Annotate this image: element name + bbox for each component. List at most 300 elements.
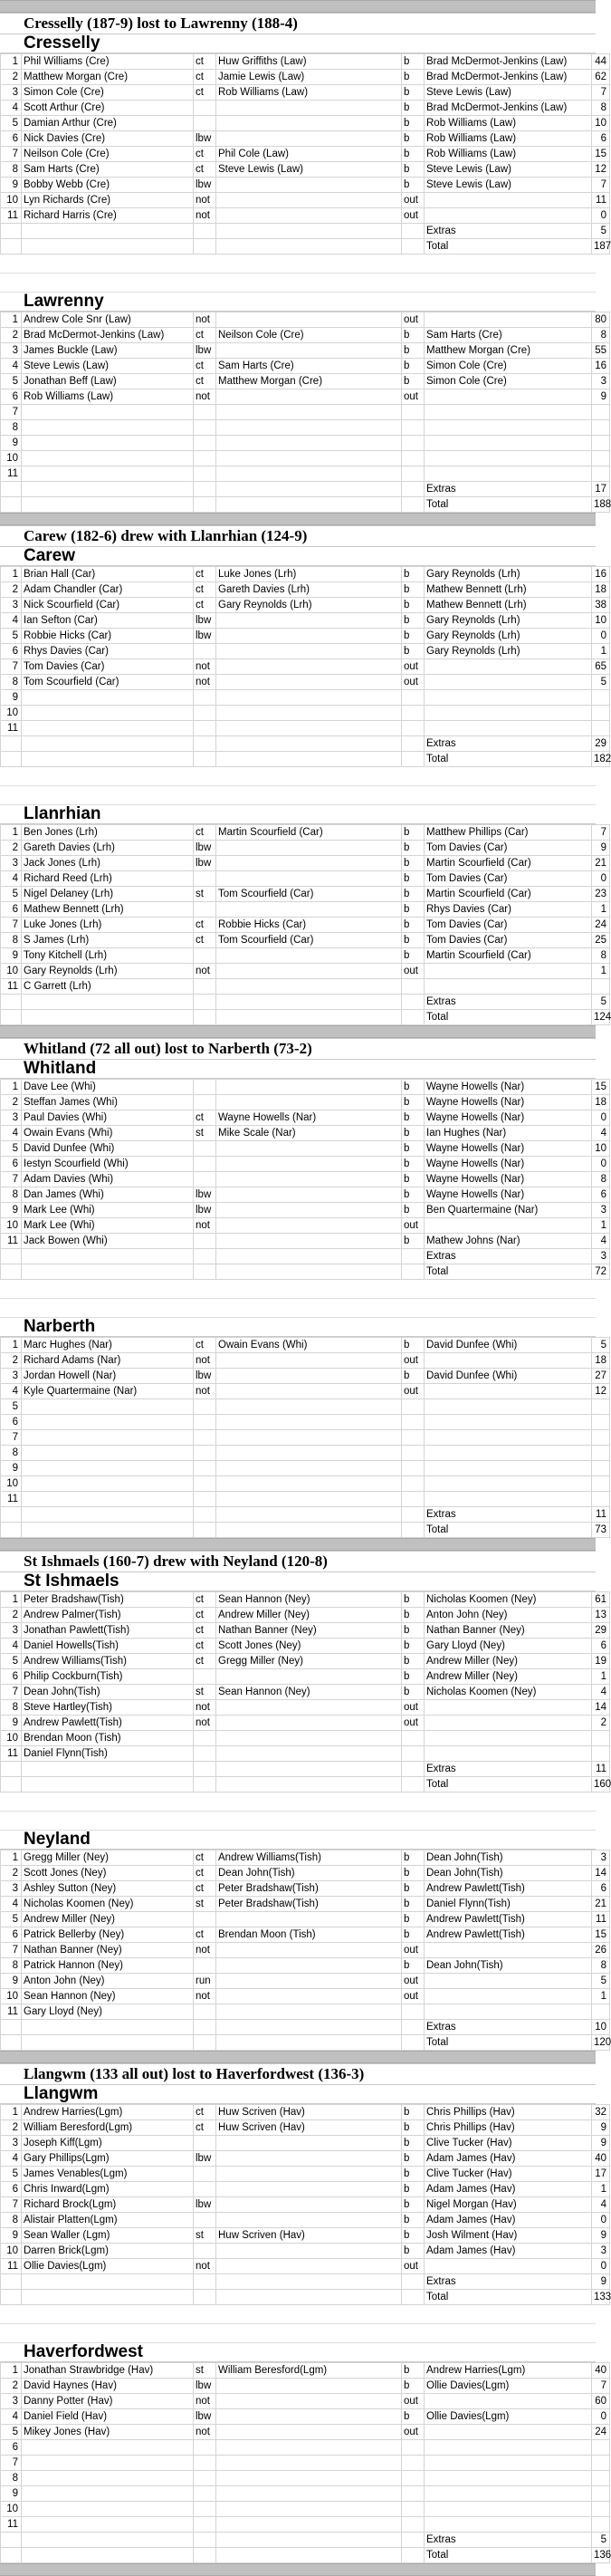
batsman-name: Jack Jones (Lrh) [22,856,194,871]
batsman-number: 2 [1,2120,22,2136]
empty-cell [194,497,216,513]
total-label: Total [425,2035,592,2051]
bowler-name [425,1399,592,1415]
bowled-marker: out [402,964,425,979]
batsman-number: 2 [1,2379,22,2394]
dismissal-type: not [194,1384,216,1399]
empty-cell [402,1010,425,1025]
blank-row [0,255,596,274]
batsman-number: 1 [1,1592,22,1608]
empty-cell [402,482,425,497]
batsman-name [22,436,194,451]
bowler-name: David Dunfee (Whi) [425,1369,592,1384]
dismissal-type [194,644,216,659]
extras-label: Extras [425,995,592,1010]
bowler-name [425,2486,592,2502]
runs-scored: 8 [592,101,610,116]
total-value: 188 [592,497,610,513]
fielder-name: Matthew Morgan (Cre) [216,374,402,389]
bowled-marker: b [402,644,425,659]
blank-row [0,767,596,786]
table-row [1,1110,610,1126]
bowler-name: Wayne Howells (Nar) [425,1157,592,1172]
table-row [1,902,610,918]
empty-cell [1,2274,22,2290]
bowler-name: Clive Tucker (Hav) [425,2136,592,2151]
extras-value: 5 [592,995,610,1010]
dismissal-type: st [194,1126,216,1141]
bowled-marker: b [402,2244,425,2259]
empty-cell [402,239,425,255]
dismissal-type: ct [194,1654,216,1669]
dismissal-type: ct [194,70,216,85]
bowler-name [425,1492,592,1507]
dismissal-type: ct [194,85,216,101]
empty-cell [402,1762,425,1777]
runs-scored: 4 [592,1126,610,1141]
batsman-name: Ben Jones (Lrh) [22,825,194,841]
batsman-number: 11 [1,1746,22,1762]
bowler-name: Rob Williams (Law) [425,131,592,147]
bowled-marker [402,2502,425,2517]
runs-scored [592,706,610,721]
batsman-number: 4 [1,1639,22,1654]
runs-scored: 44 [592,54,610,70]
bowler-name [425,979,592,995]
bowler-name: Rob Williams (Law) [425,147,592,162]
bowler-name: Brad McDermot-Jenkins (Law) [425,101,592,116]
bowled-marker: b [402,1623,425,1639]
batsman-number: 5 [1,1654,22,1669]
bowler-name [425,1384,592,1399]
runs-scored [592,436,610,451]
fielder-name [216,902,402,918]
section-separator [0,1538,596,1551]
table-row [1,598,610,613]
batsman-name [22,1492,194,1507]
fielder-name [216,964,402,979]
fielder-name: Tom Scourfield (Car) [216,887,402,902]
batsman-number: 10 [1,193,22,208]
empty-cell [216,2274,402,2290]
batsman-name: Alistair Platten(Lgm) [22,2213,194,2228]
batsman-number: 11 [1,2259,22,2274]
extras-row [1,995,610,1010]
batsman-number: 7 [1,918,22,933]
fielder-name [216,2456,402,2471]
dismissal-type: not [194,964,216,979]
bowled-marker: b [402,1927,425,1943]
bowled-marker [402,979,425,995]
extras-label: Extras [425,482,592,497]
batsman-number: 8 [1,162,22,178]
empty-cell [194,2533,216,2548]
runs-scored: 9 [592,841,610,856]
bowler-name [425,1989,592,2004]
dismissal-type: not [194,1353,216,1369]
fielder-name [216,2471,402,2486]
batsman-number: 1 [1,825,22,841]
bowler-name: Chris Phillips (Hav) [425,2120,592,2136]
empty-cell [402,2274,425,2290]
team-name: Narberth [0,1318,596,1337]
bowler-name [425,1218,592,1234]
table-row [1,374,610,389]
bowler-name [425,405,592,420]
bowler-name: Gary Reynolds (Lrh) [425,644,592,659]
dismissal-type [194,1669,216,1685]
match-title: Carew (182-6) drew with Llanrhian (124-9) [0,525,596,547]
dismissal-type [194,1157,216,1172]
empty-cell [216,736,402,752]
dismissal-type: ct [194,1592,216,1608]
bowled-marker: b [402,178,425,193]
table-row [1,208,610,224]
batsman-name: Darren Brick(Lgm) [22,2244,194,2259]
bowled-marker: out [402,389,425,405]
batsman-number: 3 [1,1369,22,1384]
batsman-name: Tony Kitchell (Lrh) [22,948,194,964]
dismissal-type: ct [194,374,216,389]
bowler-name: Martin Scourfield (Car) [425,856,592,871]
fielder-name: Peter Bradshaw(Tish) [216,1897,402,1912]
batsman-name: Tom Davies (Car) [22,659,194,675]
batsman-name [22,1399,194,1415]
runs-scored: 32 [592,2105,610,2120]
runs-scored: 18 [592,1095,610,1110]
dismissal-type: st [194,1685,216,1700]
dismissal-type: ct [194,567,216,582]
batsman-name: Nick Davies (Cre) [22,131,194,147]
fielder-name: Martin Scourfield (Car) [216,825,402,841]
total-label: Total [425,1777,592,1793]
bowler-name [425,706,592,721]
dismissal-type: ct [194,54,216,70]
bowler-name [425,2456,592,2471]
empty-cell [216,1010,402,1025]
batsman-number: 6 [1,389,22,405]
runs-scored: 4 [592,2197,610,2213]
bowler-name: Sam Harts (Cre) [425,328,592,343]
batsman-name [22,1461,194,1476]
dismissal-type: ct [194,2105,216,2120]
table-row [1,1958,610,1974]
table-row [1,147,610,162]
empty-cell [402,2533,425,2548]
batsman-name: Rhys Davies (Car) [22,644,194,659]
bowler-name: Steve Lewis (Law) [425,85,592,101]
dismissal-type: not [194,2425,216,2440]
extras-label: Extras [425,1249,592,1264]
empty-cell [216,1507,402,1523]
bowled-marker: b [402,162,425,178]
empty-cell [22,1762,194,1777]
dismissal-type [194,466,216,482]
blank-row [0,2324,596,2343]
bowler-name [425,389,592,405]
empty-cell [194,1010,216,1025]
batsman-name: Dean John(Tish) [22,1685,194,1700]
dismissal-type [194,1731,216,1746]
batsman-number: 1 [1,1850,22,1866]
empty-cell [402,2035,425,2051]
table-row [1,1623,610,1639]
dismissal-type: ct [194,2120,216,2136]
fielder-name [216,2440,402,2456]
table-row [1,193,610,208]
bowled-marker: b [402,1639,425,1654]
empty-cell [22,995,194,1010]
table-row [1,613,610,629]
empty-cell [22,482,194,497]
table-row [1,690,610,706]
fielder-name [216,979,402,995]
empty-cell [1,1523,22,1538]
batsman-number: 11 [1,1492,22,1507]
runs-scored: 10 [592,1141,610,1157]
table-row [1,2136,610,2151]
bowler-name: Gary Lloyd (Ney) [425,1639,592,1654]
batsman-name: S James (Lrh) [22,933,194,948]
dismissal-type: ct [194,1110,216,1126]
bowled-marker [402,2517,425,2533]
batsman-name [22,2517,194,2533]
batsman-name: Nigel Delaney (Lrh) [22,887,194,902]
total-label: Total [425,239,592,255]
dismissal-type [194,101,216,116]
table-row [1,2517,610,2533]
bowler-name [425,208,592,224]
fielder-name [216,1187,402,1203]
empty-cell [22,2020,194,2035]
empty-cell [22,239,194,255]
table-row [1,1912,610,1927]
empty-cell [1,1762,22,1777]
table-row [1,1746,610,1762]
bowler-name [425,2259,592,2274]
bowled-marker: b [402,2151,425,2167]
fielder-name [216,871,402,887]
bowled-marker: out [402,1218,425,1234]
bowler-name [425,2440,592,2456]
extras-row [1,2020,610,2035]
runs-scored [592,721,610,736]
batsman-number: 7 [1,1172,22,1187]
table-row [1,1639,610,1654]
bowler-name: Andrew Harries(Lgm) [425,2363,592,2379]
bowler-name [425,436,592,451]
bowler-name: Steve Lewis (Law) [425,162,592,178]
fielder-name: Steve Lewis (Law) [216,162,402,178]
fielder-name [216,1446,402,1461]
table-row [1,1700,610,1716]
dismissal-type [194,2182,216,2197]
fielder-name [216,1353,402,1369]
bowled-marker [402,1430,425,1446]
batsman-name: Nick Scourfield (Car) [22,598,194,613]
batsman-number: 10 [1,1476,22,1492]
table-row [1,964,610,979]
dismissal-type: lbw [194,1369,216,1384]
batsman-name: Jonathan Beff (Law) [22,374,194,389]
runs-scored [592,979,610,995]
bowled-marker [402,1476,425,1492]
bowler-name: Chris Phillips (Hav) [425,2105,592,2120]
table-row [1,706,610,721]
runs-scored: 60 [592,2394,610,2409]
runs-scored: 27 [592,1369,610,1384]
fielder-name: Luke Jones (Lrh) [216,567,402,582]
batsman-name: Andrew Palmer(Tish) [22,1608,194,1623]
bowler-name [425,1430,592,1446]
runs-scored: 10 [592,613,610,629]
runs-scored: 3 [592,2244,610,2259]
batsman-number: 4 [1,2151,22,2167]
batsman-name: Matthew Morgan (Cre) [22,70,194,85]
table-row [1,1974,610,1989]
runs-scored [592,2486,610,2502]
runs-scored [592,1399,610,1415]
bowled-marker [402,405,425,420]
fielder-name [216,841,402,856]
batsman-name: Luke Jones (Lrh) [22,918,194,933]
empty-cell [402,497,425,513]
table-row [1,1080,610,1095]
bowler-name: Gary Reynolds (Lrh) [425,567,592,582]
empty-cell [402,995,425,1010]
dismissal-type [194,1234,216,1249]
batsman-number: 8 [1,2471,22,2486]
batsman-name: Rob Williams (Law) [22,389,194,405]
empty-cell [22,2274,194,2290]
bowled-marker [402,1399,425,1415]
fielder-name [216,1746,402,1762]
empty-cell [194,2548,216,2563]
bowled-marker: b [402,1338,425,1353]
fielder-name [216,1141,402,1157]
fielder-name: William Beresford(Lgm) [216,2363,402,2379]
batsman-name: Dan James (Whi) [22,1187,194,1203]
runs-scored: 5 [592,1974,610,1989]
batsman-number: 11 [1,466,22,482]
empty-cell [22,752,194,767]
extras-label: Extras [425,2020,592,2035]
table-row [1,1353,610,1369]
batsman-name [22,2456,194,2471]
bowled-marker: b [402,1850,425,1866]
empty-cell [402,2548,425,2563]
batsman-number: 5 [1,629,22,644]
table-row [1,162,610,178]
fielder-name: Andrew Miller (Ney) [216,1608,402,1623]
total-label: Total [425,2290,592,2305]
bowler-name [425,1731,592,1746]
batsman-name: Sean Hannon (Ney) [22,1989,194,2004]
bowled-marker: b [402,1897,425,1912]
dismissal-type [194,1415,216,1430]
table-row [1,1126,610,1141]
dismissal-type: lbw [194,131,216,147]
bowled-marker [402,2456,425,2471]
table-row [1,1446,610,1461]
table-row [1,436,610,451]
empty-cell [1,224,22,239]
bowler-name: Wayne Howells (Nar) [425,1110,592,1126]
bowled-marker [402,2471,425,2486]
table-row [1,1716,610,1731]
fielder-name [216,948,402,964]
batsman-name: Robbie Hicks (Car) [22,629,194,644]
bowled-marker: b [402,2120,425,2136]
dismissal-type [194,2244,216,2259]
table-row [1,1338,610,1353]
dismissal-type: lbw [194,2379,216,2394]
runs-scored [592,2502,610,2517]
fielder-name [216,2167,402,2182]
team-name: Carew [0,547,596,566]
batsman-name: Phil Williams (Cre) [22,54,194,70]
runs-scored: 40 [592,2363,610,2379]
empty-cell [402,1777,425,1793]
batsman-number: 7 [1,1943,22,1958]
runs-scored [592,1446,610,1461]
batting-table [0,2104,610,2305]
bowler-name: Matthew Morgan (Cre) [425,343,592,359]
table-row [1,1369,610,1384]
batsman-name [22,420,194,436]
dismissal-type: ct [194,1608,216,1623]
bowled-marker: b [402,343,425,359]
table-row [1,2105,610,2120]
fielder-name [216,629,402,644]
table-row [1,948,610,964]
bowler-name [425,1461,592,1476]
fielder-name [216,2517,402,2533]
empty-cell [216,239,402,255]
team-name: Llanrhian [0,805,596,824]
table-row [1,2425,610,2440]
runs-scored [592,451,610,466]
empty-cell [402,1507,425,1523]
table-row [1,1943,610,1958]
fielder-name [216,405,402,420]
table-row [1,567,610,582]
dismissal-type: ct [194,918,216,933]
dismissal-type: not [194,389,216,405]
bowler-name: Martin Scourfield (Car) [425,887,592,902]
bowler-name: Brad McDermot-Jenkins (Law) [425,70,592,85]
empty-cell [216,1264,402,1280]
batsman-name: Gary Lloyd (Ney) [22,2004,194,2020]
bowled-marker: b [402,582,425,598]
empty-cell [1,995,22,1010]
fielder-name [216,1716,402,1731]
dismissal-type: ct [194,147,216,162]
batsman-name: Andrew Cole Snr (Law) [22,312,194,328]
batsman-name [22,2471,194,2486]
bowled-marker [402,706,425,721]
table-row [1,1492,610,1507]
team-name: Lawrenny [0,293,596,312]
runs-scored: 29 [592,1623,610,1639]
batsman-number: 9 [1,1974,22,1989]
bowler-name: Mathew Bennett (Lrh) [425,598,592,613]
runs-scored: 1 [592,1218,610,1234]
bowler-name: Nathan Banner (Ney) [425,1623,592,1639]
empty-cell [194,1249,216,1264]
dismissal-type: ct [194,359,216,374]
batsman-number: 3 [1,1881,22,1897]
